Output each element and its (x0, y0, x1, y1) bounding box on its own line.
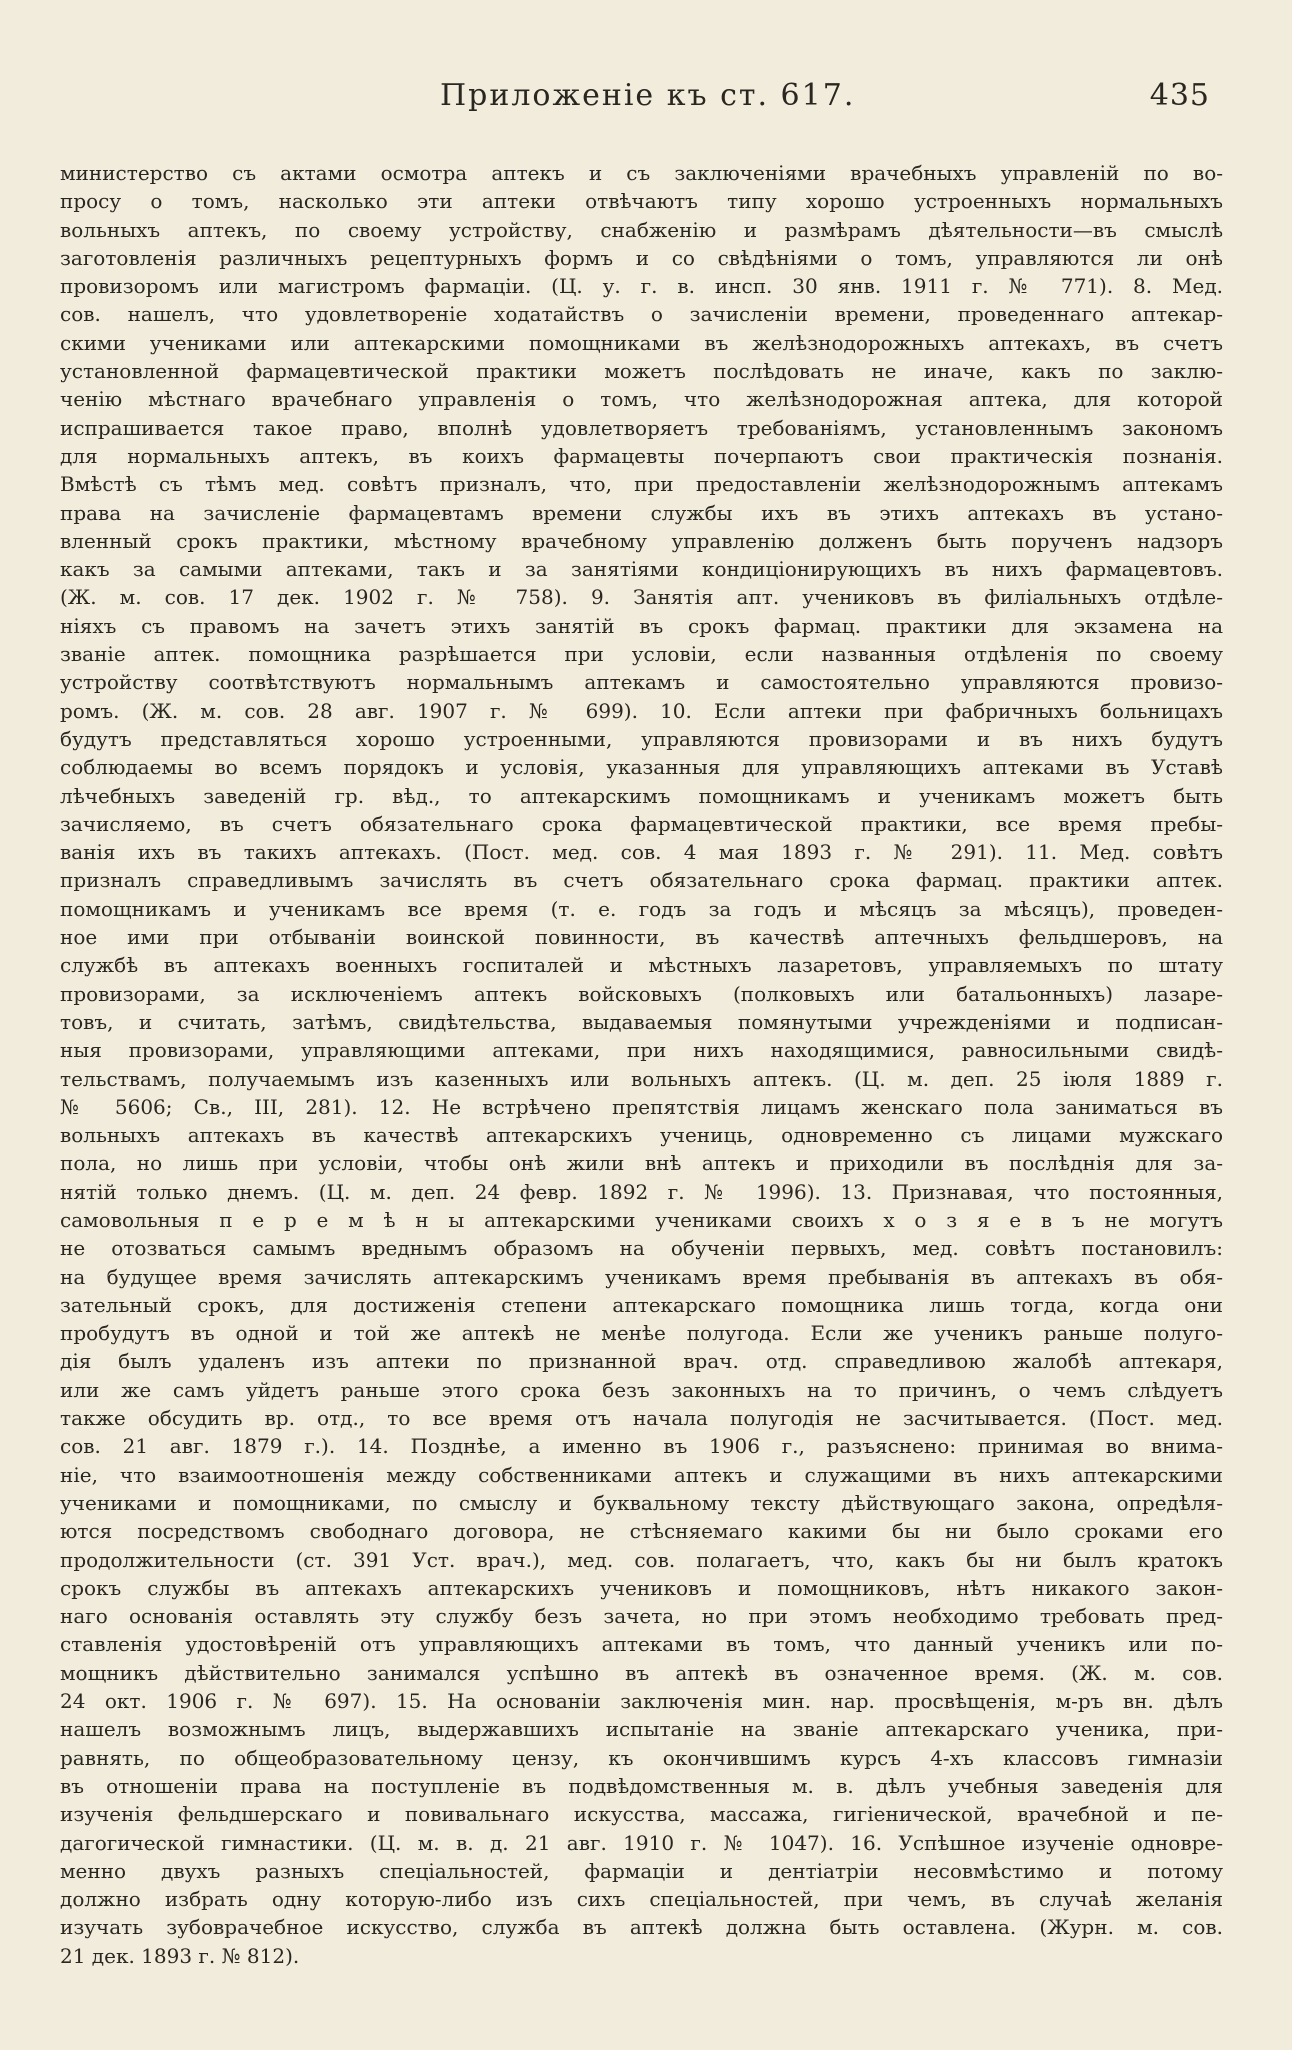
body-text (60, 159, 1223, 1970)
text-line: Вмѣстѣ съ тѣмъ мед. совѣтъ призналъ, что, при предоставленiи желѣзнодорожнымъ аптекамъ (60, 472, 1223, 497)
text-line: равнять, по общеобразовательному цензу, къ окончившимъ курсъ 4-хъ классовъ гимназiи (60, 1745, 1223, 1770)
text-line: ное ими при отбыванiи воинской повинности, въ качествѣ аптечныхъ фельдшеровъ, на (60, 925, 1223, 950)
text-line: наго основанiя оставлять эту службу безъ зачета, но при этомъ необходимо требовать пред- (60, 1604, 1223, 1629)
text-line: соблюдаемы во всемъ порядокъ и условiя, указанныя для управляющихъ аптеками въ Уставѣ (60, 755, 1223, 780)
text-line: для нормальныхъ аптекъ, въ коихъ фармацевты почерпаютъ свои практическiя познанiя. (60, 443, 1223, 468)
text-line: 21 дек. 1893 г. № 812). (60, 1943, 300, 1968)
text-line: провизорами, за исключенiемъ аптекъ войсковыхъ (полковыхъ или батальонныхъ) лазаре- (60, 981, 1223, 1006)
text-line: устройству соотвѣтствуютъ нормальнымъ аптекамъ и самостоятельно управляются провизо- (60, 670, 1223, 695)
text-line: дiя былъ удаленъ изъ аптеки по признанной врач. отд. справедливою жалобѣ аптекаря, (60, 1349, 1223, 1374)
text-line: менно двухъ разныхъ спецiальностей, фармацiи и дентiатрiи несовмѣстимо и потому (60, 1858, 1223, 1883)
running-header (0, 78, 1292, 118)
text-line: провизоромъ или магистромъ фармацiи. (Ц. у. г. в. инсп. 30 янв. 1911 г. № 771). 8. Мед. (60, 274, 1223, 299)
text-line: мощникъ дѣйствительно занимался успѣшно въ аптекѣ въ означенное время. (Ж. м. сов. (60, 1660, 1223, 1685)
text-line: сов. нашелъ, что удовлетворенiе ходатайствъ о зачисленiи времени, проведеннаго аптекар- (60, 302, 1223, 327)
text-line: скими учениками или аптекарскими помощниками въ желѣзнодорожныхъ аптекахъ, въ счетъ (60, 330, 1223, 355)
text-line: нiе, что взаимоотношенiя между собственниками аптекъ и служащими въ нихъ аптекарскими (60, 1462, 1223, 1487)
text-line: зательный срокъ, для достиженiя степени аптекарскаго помощника лишь тогда, когда они (60, 1292, 1223, 1317)
text-line: зачисляемо, въ счетъ обязательнаго срока фармацевтической практики, все время пребы- (60, 811, 1223, 836)
text-line: ванiя ихъ въ такихъ аптекахъ. (Пост. мед. сов. 4 мая 1893 г. № 291). 11. Мед. совѣтъ (60, 840, 1223, 865)
text-line: пробудутъ въ одной и той же аптекѣ не менѣе полугода. Если же ученикъ раньше полуго- (60, 1321, 1223, 1346)
text-line: продолжительности (ст. 391 Уст. врач.), мед. сов. полагаетъ, что, какъ бы ни былъ кратокъ (60, 1547, 1223, 1572)
text-line: будутъ представляться хорошо устроенными, управляются провизорами и въ нихъ будутъ (60, 726, 1223, 751)
text-line: дагогической гимнастики. (Ц. м. в. д. 21 авг. 1910 г. № 1047). 16. Успѣшное изученiе одновре- (60, 1830, 1223, 1855)
text-line: нiяхъ съ правомъ на зачетъ этихъ занятiй въ срокъ фармац. практики для экзамена на (60, 613, 1223, 638)
text-line: нашелъ возможнымъ лицъ, выдержавшихъ испытанiе на званiе аптекарскаго ученика, при- (60, 1717, 1223, 1742)
text-line: призналъ справедливымъ зачислять въ счетъ обязательнаго срока фармац. практики аптек. (60, 868, 1223, 893)
text-line: пола, но лишь при условiи, чтобы онѣ жили внѣ аптекъ и приходили въ послѣднiя для за- (60, 1151, 1223, 1176)
text-line: 24 окт. 1906 г. № 697). 15. На основанiи заключенiя мин. нар. просвѣщенiя, м-ръ вн. дѣлъ (60, 1689, 1223, 1714)
text-line: сов. 21 авг. 1879 г.). 14. Позднѣе, а именно въ 1906 г., разъяснено: принимая во внима- (60, 1434, 1223, 1459)
text-line: вольныхъ аптекахъ въ качествѣ аптекарскихъ учениць, одновременно съ лицами мужскаго (60, 1123, 1223, 1148)
text-line: помощникамъ и ученикамъ все время (т. е. годъ за годъ и мѣсяцъ за мѣсяцъ), проведен- (60, 896, 1223, 921)
text-line: какъ за самыми аптеками, такъ и за занятiями кондицiонирующихъ въ нихъ фармацевтовъ. (60, 557, 1223, 582)
text-line: самовольныя п е р е м ѣ н ы аптекарскими учениками своихъ х о з я е в ъ не могутъ (60, 1207, 1223, 1232)
text-line: товъ, и считать, затѣмъ, свидѣтельства, выдаваемыя помянутыми учрежденiями и подписан- (60, 1009, 1223, 1034)
text-line: должно избрать одну которую-либо изъ сихъ спецiальностей, при чемъ, въ случаѣ желанiя (60, 1887, 1223, 1912)
text-line: въ отношенiи права на поступленiе въ подвѣдомственныя м. в. дѣлъ учебныя заведенiя для (60, 1773, 1223, 1798)
text-line: права на зачисленiе фармацевтамъ времени службы ихъ въ этихъ аптекахъ въ устано- (60, 500, 1223, 525)
header-title: Приложенiе къ ст. 617. (440, 78, 856, 113)
text-line: заготовленiя различныхъ рецептурныхъ формъ и со свѣдѣнiями о томъ, управляются ли онѣ (60, 245, 1223, 270)
text-line: срокъ службы въ аптекахъ аптекарскихъ учениковъ и помощниковъ, нѣтъ никакого закон- (60, 1575, 1223, 1600)
text-line: на будущее время зачислять аптекарскимъ ученикамъ время пребыванiя въ аптекахъ въ обя- (60, 1264, 1223, 1289)
text-line: также обсудить вр. отд., то все время отъ начала полугодiя не засчитывается. (Пост. мед. (60, 1406, 1223, 1431)
text-line: ныя провизорами, управляющими аптеками, при нихъ находящимися, равносильными свидѣ- (60, 1038, 1223, 1063)
text-line: или же самъ уйдетъ раньше этого срока безъ законныхъ на то причинъ, о чемъ слѣдуетъ (60, 1377, 1223, 1402)
text-line: изучать зубоврачебное искусство, служба въ аптекѣ должна быть оставлена. (Журн. м. сов. (60, 1915, 1223, 1940)
text-line: № 5606; Св., III, 281). 12. Не встрѣчено препятствiя лицамъ женскаго пола заниматься въ (60, 1094, 1223, 1119)
text-line: (Ж. м. сов. 17 дек. 1902 г. № 758). 9. Занятiя апт. учениковъ въ филiальныхъ отдѣле- (60, 585, 1223, 610)
text-line: установленной фармацевтической практики можетъ послѣдовать не иначе, какъ по заклю- (60, 359, 1223, 384)
text-line: изученiя фельдшерскаго и повивальнаго искусства, массажа, гигiенической, врачебной и пе- (60, 1802, 1223, 1827)
text-line: ромъ. (Ж. м. сов. 28 авг. 1907 г. № 699). 10. Если аптеки при фабричныхъ больницахъ (60, 698, 1223, 723)
text-line: просу о томъ, насколько эти аптеки отвѣчаютъ типу хорошо устроенныхъ нормальныхъ (60, 189, 1223, 214)
text-line: не отозваться самымъ вреднымъ образомъ на обученiи первыхъ, мед. совѣтъ постановилъ: (60, 1236, 1223, 1261)
text-line: лѣчебныхъ заведенiй гр. вѣд., то аптекарскимъ помощникамъ и ученикамъ можетъ быть (60, 783, 1223, 808)
text-line: испрашивается такое право, вполнѣ удовлетворяетъ требованiямъ, установленнымъ закономъ (60, 415, 1223, 440)
page-number: 435 (1149, 78, 1210, 113)
text-line: ченiю мѣстнаго врачебнаго управленiя о томъ, что желѣзнодорожная аптека, для которой (60, 387, 1223, 412)
text-line: вольныхъ аптекъ, по своему устройству, снабженiю и размѣрамъ дѣятельности—въ смыслѣ (60, 217, 1223, 242)
text-line: тельствамъ, получаемымъ изъ казенныхъ или вольныхъ аптекъ. (Ц. м. деп. 25 iюля 1889 г. (60, 1066, 1223, 1091)
text-line: ставленiя удостовѣренiй отъ управляющихъ аптеками въ томъ, что данный ученикъ или по- (60, 1632, 1223, 1657)
text-line: ются посредствомъ свободнаго договора, не стѣсняемаго какими бы ни было сроками его (60, 1519, 1223, 1544)
text-line: службѣ въ аптекахъ военныхъ госпиталей и мѣстныхъ лазаретовъ, управляемыхъ по штату (60, 953, 1223, 978)
text-line: учениками и помощниками, по смыслу и буквальному тексту дѣйствующаго закона, опредѣля- (60, 1490, 1223, 1515)
text-line: вленный срокъ практики, мѣстному врачебному управленiю долженъ быть порученъ надзоръ (60, 528, 1223, 553)
text-line: нятiй только днемъ. (Ц. м. деп. 24 февр. 1892 г. № 1996). 13. Признавая, что постоянныя, (60, 1179, 1223, 1204)
text-line: званiе аптек. помощника разрѣшается при условiи, если названныя отдѣленiя по своему (60, 642, 1223, 667)
text-line: министерство съ актами осмотра аптекъ и съ заключенiями врачебныхъ управленiй по во- (60, 161, 1223, 185)
